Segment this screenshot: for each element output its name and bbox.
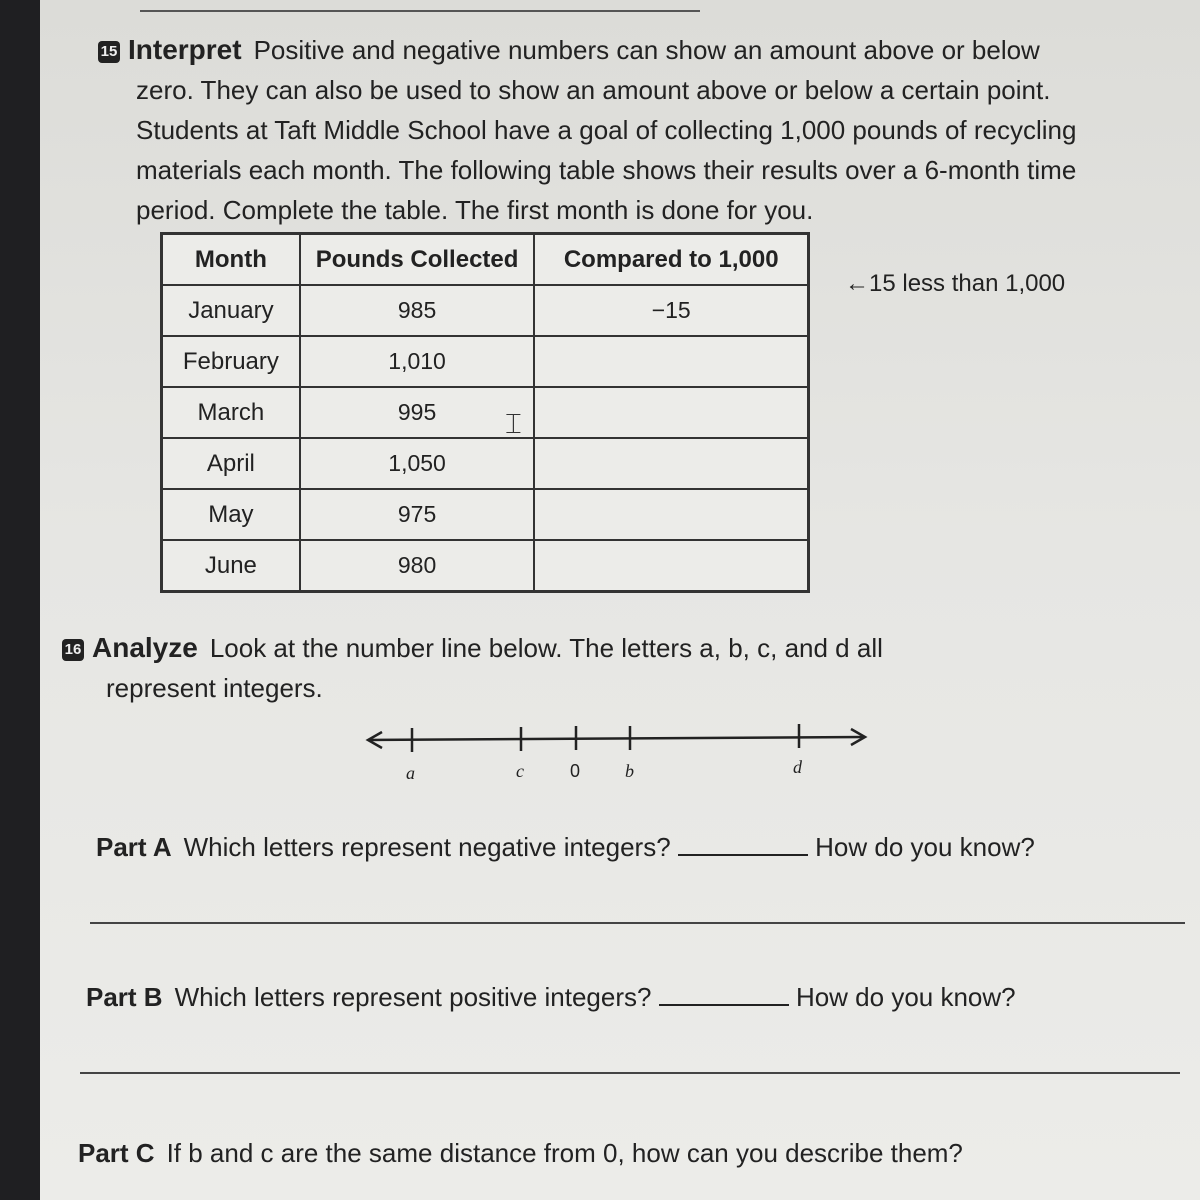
- cell-pounds: 995: [300, 387, 535, 438]
- label-b: b: [625, 761, 634, 781]
- problem-16-number: 16: [62, 639, 84, 661]
- part-b: [86, 982, 1016, 1013]
- cell-compared-blank[interactable]: [534, 489, 808, 540]
- table-row: [162, 387, 809, 438]
- part-b-followup: How do you know?: [795, 982, 1016, 1012]
- cell-pounds: 975: [300, 489, 535, 540]
- cell-month: May: [162, 489, 300, 540]
- problem-15-line5: period. Complete the table. The first month is done for you.: [136, 195, 814, 225]
- cell-pounds: 985: [300, 285, 535, 336]
- label-a: a: [406, 763, 415, 783]
- part-a-question: Which letters represent negative integers?: [183, 832, 671, 862]
- part-c-question: If b and c are the same distance from 0, how can you describe them?: [166, 1138, 963, 1168]
- problem-15: [98, 30, 1158, 230]
- top-divider: [140, 10, 700, 12]
- cell-compared: −15: [534, 285, 808, 336]
- part-b-label: Part B: [86, 982, 163, 1012]
- part-b-question: Which letters represent positive integers?: [174, 982, 652, 1012]
- number-line-axis: [368, 737, 865, 740]
- problem-15-line2: zero. They can also be used to show an amount above or below a certain point.: [136, 75, 1051, 105]
- january-annotation: ←15 less than 1,000: [845, 270, 1066, 297]
- label-d: d: [793, 757, 802, 777]
- label-c: c: [516, 761, 524, 781]
- problem-15-line4: materials each month. The following table shows their results over a 6-month time: [136, 155, 1077, 185]
- part-a: [96, 832, 1035, 863]
- cell-compared-blank[interactable]: [534, 336, 808, 387]
- table-row: [162, 438, 809, 489]
- worksheet-page: [40, 0, 1200, 1200]
- cell-compared-blank[interactable]: [534, 540, 808, 592]
- cell-pounds: 1,010: [300, 336, 535, 387]
- table-row: [162, 540, 809, 592]
- label-zero: 0: [570, 761, 581, 781]
- part-a-answer-blank[interactable]: [678, 832, 808, 856]
- cell-month: March: [162, 387, 300, 438]
- problem-16-line2: represent integers.: [106, 673, 323, 703]
- number-line: [360, 715, 880, 795]
- cell-pounds: 980: [300, 540, 535, 592]
- cell-month: June: [162, 540, 300, 592]
- cell-pounds: 1,050: [300, 438, 535, 489]
- part-a-followup: How do you know?: [815, 832, 1035, 862]
- cell-month: January: [162, 285, 300, 336]
- table-row: [162, 285, 809, 336]
- table-row: [162, 336, 809, 387]
- table-header-row: [162, 234, 809, 286]
- problem-16-line1: Look at the number line below. The letters a, b, c, and d all: [209, 633, 883, 663]
- header-month: Month: [162, 234, 300, 286]
- cell-month: February: [162, 336, 300, 387]
- header-compared: Compared to 1,000: [534, 234, 808, 286]
- problem-15-line3: Students at Taft Middle School have a goal of collecting 1,000 pounds of recycling: [136, 115, 1077, 145]
- part-c: [78, 1138, 963, 1169]
- part-b-answer-blank[interactable]: [659, 982, 789, 1006]
- part-a-answer-line[interactable]: [90, 922, 1185, 924]
- recycling-table: [160, 232, 810, 593]
- cell-compared-blank[interactable]: [534, 438, 808, 489]
- cell-month: April: [162, 438, 300, 489]
- problem-16-keyword: Analyze: [92, 632, 198, 663]
- header-pounds: Pounds Collected: [300, 234, 535, 286]
- problem-15-line1: Positive and negative numbers can show an amount above or below: [253, 35, 1040, 65]
- problem-16: [62, 628, 1162, 708]
- text-cursor-icon: ⌶: [505, 408, 522, 439]
- problem-15-number: 15: [98, 41, 120, 63]
- part-b-answer-line[interactable]: [80, 1072, 1180, 1074]
- part-c-label: Part C: [78, 1138, 155, 1168]
- part-a-label: Part A: [96, 832, 172, 862]
- table-row: [162, 489, 809, 540]
- cell-compared-blank[interactable]: [534, 387, 808, 438]
- problem-15-keyword: Interpret: [128, 34, 242, 65]
